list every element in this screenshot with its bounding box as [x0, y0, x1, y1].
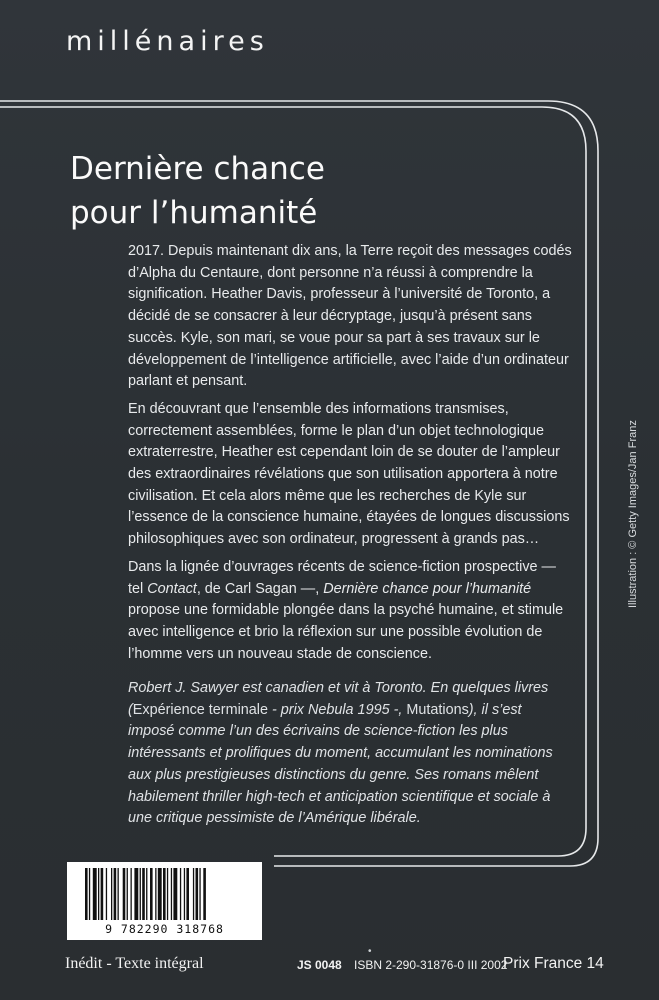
blurb — [128, 241, 573, 671]
blurb-paragraph-2: En découvrant que l’ensemble des informations transmises, correctement assemblées, forme le plan d’un objet technologique extraterrestre, Heather est cependant loin de se douter de l’ampleur des extraordinaires révélations que son utilisation apportera à notre civilisation. Et cela alors même que les recherches de Kyle sur l’essence de la conscience humaine, étayées de longues discussions philosophiques avec son ordinateur, progressent à grands pas… — [128, 400, 570, 548]
barcode-number: 9 782290 318768 — [105, 922, 224, 936]
bio-book-2: Mutations — [406, 701, 469, 718]
barcode-bars — [85, 868, 245, 920]
series-name: millénaires — [66, 26, 269, 57]
book-title — [70, 147, 325, 235]
blurb-italic-title: Dernière chance pour l’humanité — [323, 580, 532, 597]
author-bio — [128, 678, 558, 830]
book-title-line-2: pour l’humanité — [70, 195, 318, 231]
bio-text: ), il s’est imposé comme l’un des écrivains de science-fiction les plus intéressants et prolifiques du moment, accumulant les nominations aux plus prestigieuses distinctions du genre. Ses romans mêlent habilement thriller high-tech et anticipation scientifique et sociale à une critique pessimiste de l’Amérique libérale. — [128, 701, 553, 827]
price: Prix France 14 — [503, 955, 604, 972]
separator-dot: • — [368, 946, 372, 957]
catalog-code: JS 0048 — [297, 958, 342, 972]
bio-book-1: Expérience terminale — [132, 701, 268, 718]
blurb-text: , de Carl Sagan —, — [196, 580, 324, 597]
book-title-line-1: Dernière chance — [70, 151, 325, 187]
barcode — [67, 862, 262, 940]
blurb-text: propose une formidable plongée dans la psyché humaine, et stimule avec intelligence et brio la réflexion sur une possible évolution de l’homme vers un nouveau stade de conscience. — [128, 602, 564, 662]
isbn: ISBN 2-290-31876-0 III 2002 — [354, 958, 508, 972]
blurb-italic-contact: Contact — [147, 580, 197, 597]
bio-text: - prix Nebula 1995 -, — [267, 701, 407, 718]
illustration-credit-text: Illustration : © Getty Images/Jan Franz — [627, 420, 639, 608]
blurb-paragraph-3 — [128, 557, 573, 666]
blurb-text: Dans la lignée d’ouvrages récents de science-fiction prospective — tel — [128, 558, 556, 597]
bio-text: Robert J. Sawyer est canadien et vit à Toronto. En quelques livres ( — [128, 680, 549, 718]
blurb-paragraph-1: 2017. Depuis maintenant dix ans, la Terre reçoit des messages codés d’Alpha du Centaure, dont personne n’a réussi à comprendre la signification. Heather Davis, professeur à l’université de Toronto, a décidé de se consacrer à leur décryptage, jusqu’à présent sans succès. Kyle, son mari, se voue pour sa part à ses travaux sur le développement de l’intelligence artificielle, avec l’aide d’un ordinateur parlant et pensant. — [128, 243, 572, 390]
edition-note: Inédit - Texte intégral — [65, 955, 204, 972]
